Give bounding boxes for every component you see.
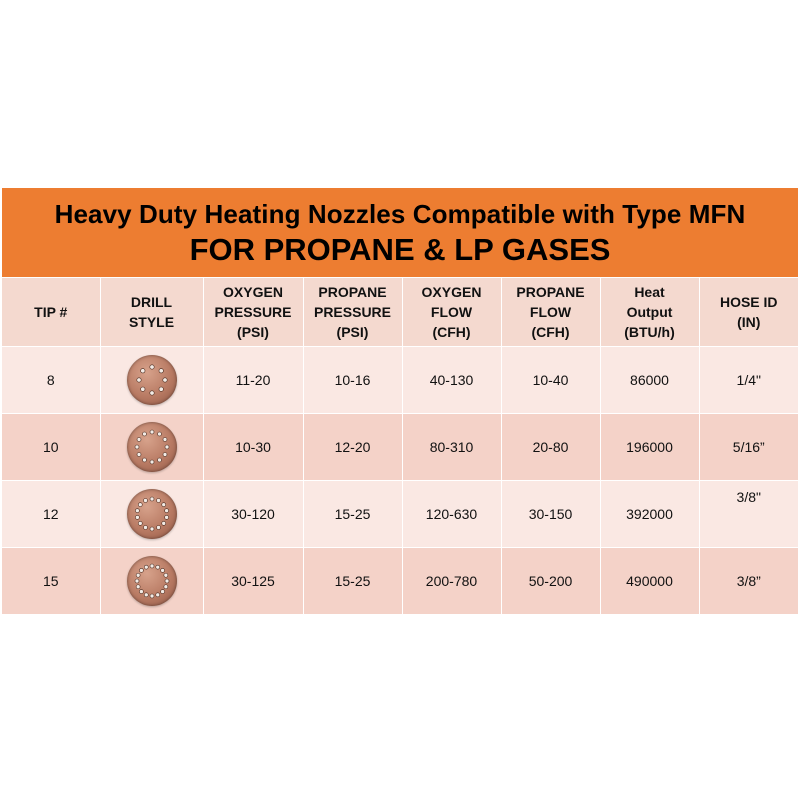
header-heat-output: Heat Output (BTU/h) <box>600 278 699 347</box>
drill-style-cell <box>100 414 203 481</box>
drill-hole <box>144 565 148 569</box>
propane-flow: 50-200 <box>501 548 600 615</box>
propane-flow: 10-40 <box>501 347 600 414</box>
drill-hole <box>163 573 167 577</box>
table-row <box>2 347 798 414</box>
drill-hole <box>149 365 153 369</box>
spec-table <box>2 278 798 615</box>
title-banner <box>2 188 798 278</box>
drill-hole <box>155 565 159 569</box>
drill-hole <box>136 585 140 589</box>
drill-hole <box>156 526 160 530</box>
drill-hole <box>162 378 166 382</box>
heat-output: 86000 <box>600 347 699 414</box>
oxygen-flow: 200-780 <box>402 548 501 615</box>
header-propane-pressure: PROPANE PRESSURE (PSI) <box>303 278 402 347</box>
oxygen-pressure: 11-20 <box>203 347 303 414</box>
drill-hole <box>135 445 139 449</box>
drill-hole <box>162 438 166 442</box>
drill-hole <box>144 593 148 597</box>
propane-pressure: 15-25 <box>303 548 402 615</box>
drill-hole <box>164 509 168 513</box>
drill-style-cell <box>100 347 203 414</box>
drill-hole <box>150 527 154 531</box>
drill-hole <box>142 432 146 436</box>
drill-hole <box>163 585 167 589</box>
drill-hole <box>150 594 154 598</box>
drill-hole <box>162 453 166 457</box>
drill-hole <box>157 432 161 436</box>
tip-number: 8 <box>2 347 100 414</box>
drill-hole <box>164 515 168 519</box>
drill-hole <box>135 579 139 583</box>
hose-id: 3/8” <box>699 548 798 615</box>
drill-hole <box>165 579 169 583</box>
drill-hole <box>155 593 159 597</box>
table-row <box>2 548 798 615</box>
header-hose-id: HOSE ID (IN) <box>699 278 798 347</box>
hose-id: 3/8" <box>699 481 798 548</box>
nozzle-8-holes-icon <box>127 355 177 405</box>
drill-hole <box>160 568 164 572</box>
header-drill-style: DRILL STYLE <box>100 278 203 347</box>
oxygen-flow: 80-310 <box>402 414 501 481</box>
header-row <box>2 278 798 347</box>
drill-hole <box>138 503 142 507</box>
table-row <box>2 481 798 548</box>
drill-hole <box>136 378 140 382</box>
header-propane-flow: PROPANE FLOW (CFH) <box>501 278 600 347</box>
title-line-2: FOR PROPANE & LP GASES <box>189 231 611 267</box>
drill-hole <box>140 387 144 391</box>
propane-pressure: 15-25 <box>303 481 402 548</box>
drill-hole <box>161 503 165 507</box>
oxygen-pressure: 30-125 <box>203 548 303 615</box>
drill-hole <box>161 521 165 525</box>
hose-id: 5/16” <box>699 414 798 481</box>
drill-hole <box>138 521 142 525</box>
drill-hole <box>135 509 139 513</box>
drill-hole <box>150 497 154 501</box>
propane-flow: 20-80 <box>501 414 600 481</box>
drill-hole <box>143 526 147 530</box>
drill-hole <box>150 430 154 434</box>
drill-hole <box>140 369 144 373</box>
heat-output: 490000 <box>600 548 699 615</box>
drill-hole <box>150 564 154 568</box>
hose-id: 1/4" <box>699 347 798 414</box>
drill-hole <box>156 498 160 502</box>
drill-hole <box>157 458 161 462</box>
nozzle-16-holes-icon <box>127 556 177 606</box>
drill-hole <box>158 387 162 391</box>
drill-hole <box>149 391 153 395</box>
drill-hole <box>136 573 140 577</box>
drill-hole <box>165 445 169 449</box>
drill-hole <box>160 590 164 594</box>
table-row <box>2 414 798 481</box>
propane-pressure: 12-20 <box>303 414 402 481</box>
drill-hole <box>139 590 143 594</box>
heat-output: 392000 <box>600 481 699 548</box>
drill-hole <box>143 498 147 502</box>
tip-number: 12 <box>2 481 100 548</box>
drill-hole <box>150 460 154 464</box>
drill-style-cell <box>100 548 203 615</box>
heat-output: 196000 <box>600 414 699 481</box>
drill-hole <box>137 453 141 457</box>
drill-hole <box>137 438 141 442</box>
drill-hole <box>142 458 146 462</box>
nozzle-spec-sheet <box>2 188 798 615</box>
drill-style-cell <box>100 481 203 548</box>
drill-hole <box>158 369 162 373</box>
oxygen-pressure: 10-30 <box>203 414 303 481</box>
header-oxygen-pressure: OXYGEN PRESSURE (PSI) <box>203 278 303 347</box>
header-tip: TIP # <box>2 278 100 347</box>
propane-flow: 30-150 <box>501 481 600 548</box>
oxygen-flow: 120-630 <box>402 481 501 548</box>
nozzle-12-holes-icon <box>127 422 177 472</box>
drill-hole <box>135 515 139 519</box>
propane-pressure: 10-16 <box>303 347 402 414</box>
header-oxygen-flow: OXYGEN FLOW (CFH) <box>402 278 501 347</box>
oxygen-flow: 40-130 <box>402 347 501 414</box>
tip-number: 15 <box>2 548 100 615</box>
nozzle-14-holes-icon <box>127 489 177 539</box>
drill-hole <box>139 568 143 572</box>
tip-number: 10 <box>2 414 100 481</box>
title-line-1: Heavy Duty Heating Nozzles Compatible with Type MFN <box>54 198 746 229</box>
oxygen-pressure: 30-120 <box>203 481 303 548</box>
